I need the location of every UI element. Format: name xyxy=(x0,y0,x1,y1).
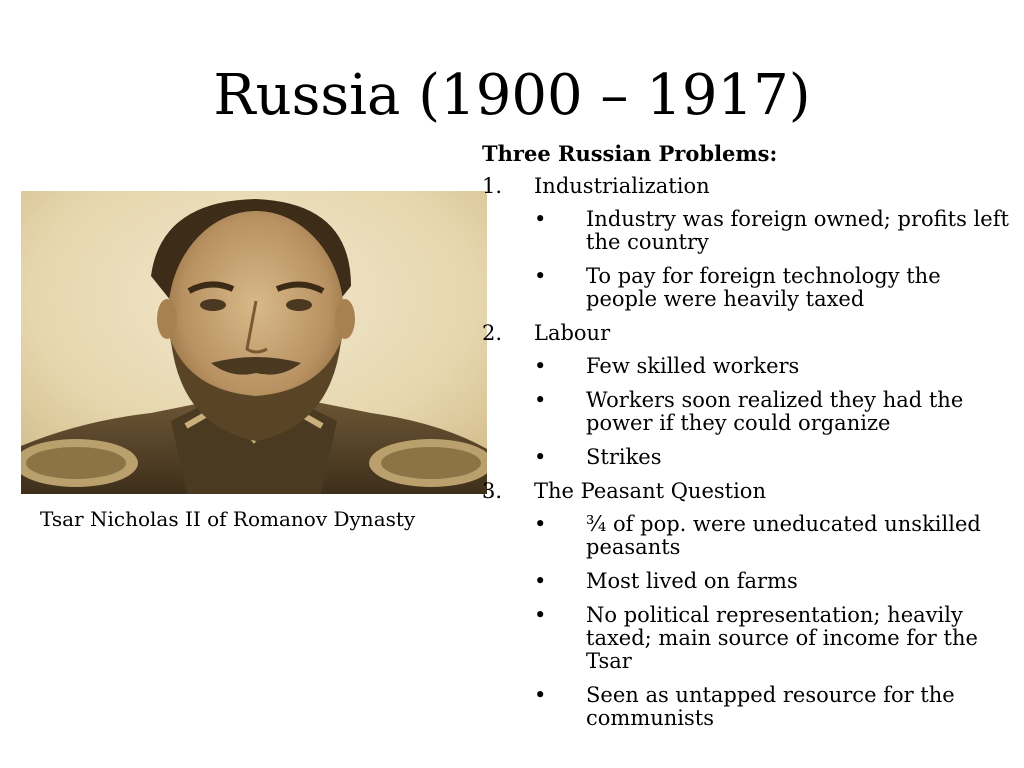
bullet-item xyxy=(482,265,1012,311)
bullet-icon: • xyxy=(534,512,547,536)
bullet-item xyxy=(482,355,1012,378)
bullet-icon: • xyxy=(534,354,547,378)
problem-label: Labour xyxy=(534,321,611,345)
bullet-icon: • xyxy=(534,207,547,231)
bullet-item xyxy=(482,389,1012,435)
bullet-icon: • xyxy=(534,569,547,593)
bullet-icon: • xyxy=(534,445,547,469)
problem-item xyxy=(482,480,1012,730)
problem-label: The Peasant Question xyxy=(534,479,766,503)
bullet-icon: • xyxy=(534,683,547,707)
bullet-text: ¾ of pop. were uneducated unskilled peasants xyxy=(586,512,981,559)
portrait-photo-icon xyxy=(21,191,487,494)
bullet-item xyxy=(482,446,1012,469)
portrait-caption: Tsar Nicholas II of Romanov Dynasty xyxy=(40,507,416,531)
bullet-item xyxy=(482,208,1012,254)
bullet-text: No political representation; heavily taxed; main source of income for the Tsar xyxy=(586,603,978,673)
tsar-portrait-image xyxy=(21,191,487,494)
bullet-text: Most lived on farms xyxy=(586,569,798,593)
bullet-text: Seen as untapped resource for the communists xyxy=(586,683,955,730)
bullet-text: Industry was foreign owned; profits left the country xyxy=(586,207,1009,254)
bullet-text: Few skilled workers xyxy=(586,354,800,378)
bullet-item xyxy=(482,570,1012,593)
bullet-item xyxy=(482,604,1012,673)
bullet-icon: • xyxy=(534,388,547,412)
bullet-text: Strikes xyxy=(586,445,662,469)
problem-item xyxy=(482,175,1012,311)
content-list xyxy=(482,142,1012,741)
bullet-item xyxy=(482,684,1012,730)
slide-title: Russia (1900 – 1917) xyxy=(213,63,811,128)
bullet-item xyxy=(482,513,1012,559)
problem-item xyxy=(482,322,1012,469)
list-heading: Three Russian Problems: xyxy=(482,141,778,166)
bullet-icon: • xyxy=(534,603,547,627)
problem-number: 1. xyxy=(482,174,503,198)
bullet-text: To pay for foreign technology the people were heavily taxed xyxy=(586,264,941,311)
bullet-text: Workers soon realized they had the power if they could organize xyxy=(586,388,964,435)
problem-number: 3. xyxy=(482,479,503,503)
problem-number: 2. xyxy=(482,321,503,345)
bullet-icon: • xyxy=(534,264,547,288)
problem-label: Industrialization xyxy=(534,174,710,198)
